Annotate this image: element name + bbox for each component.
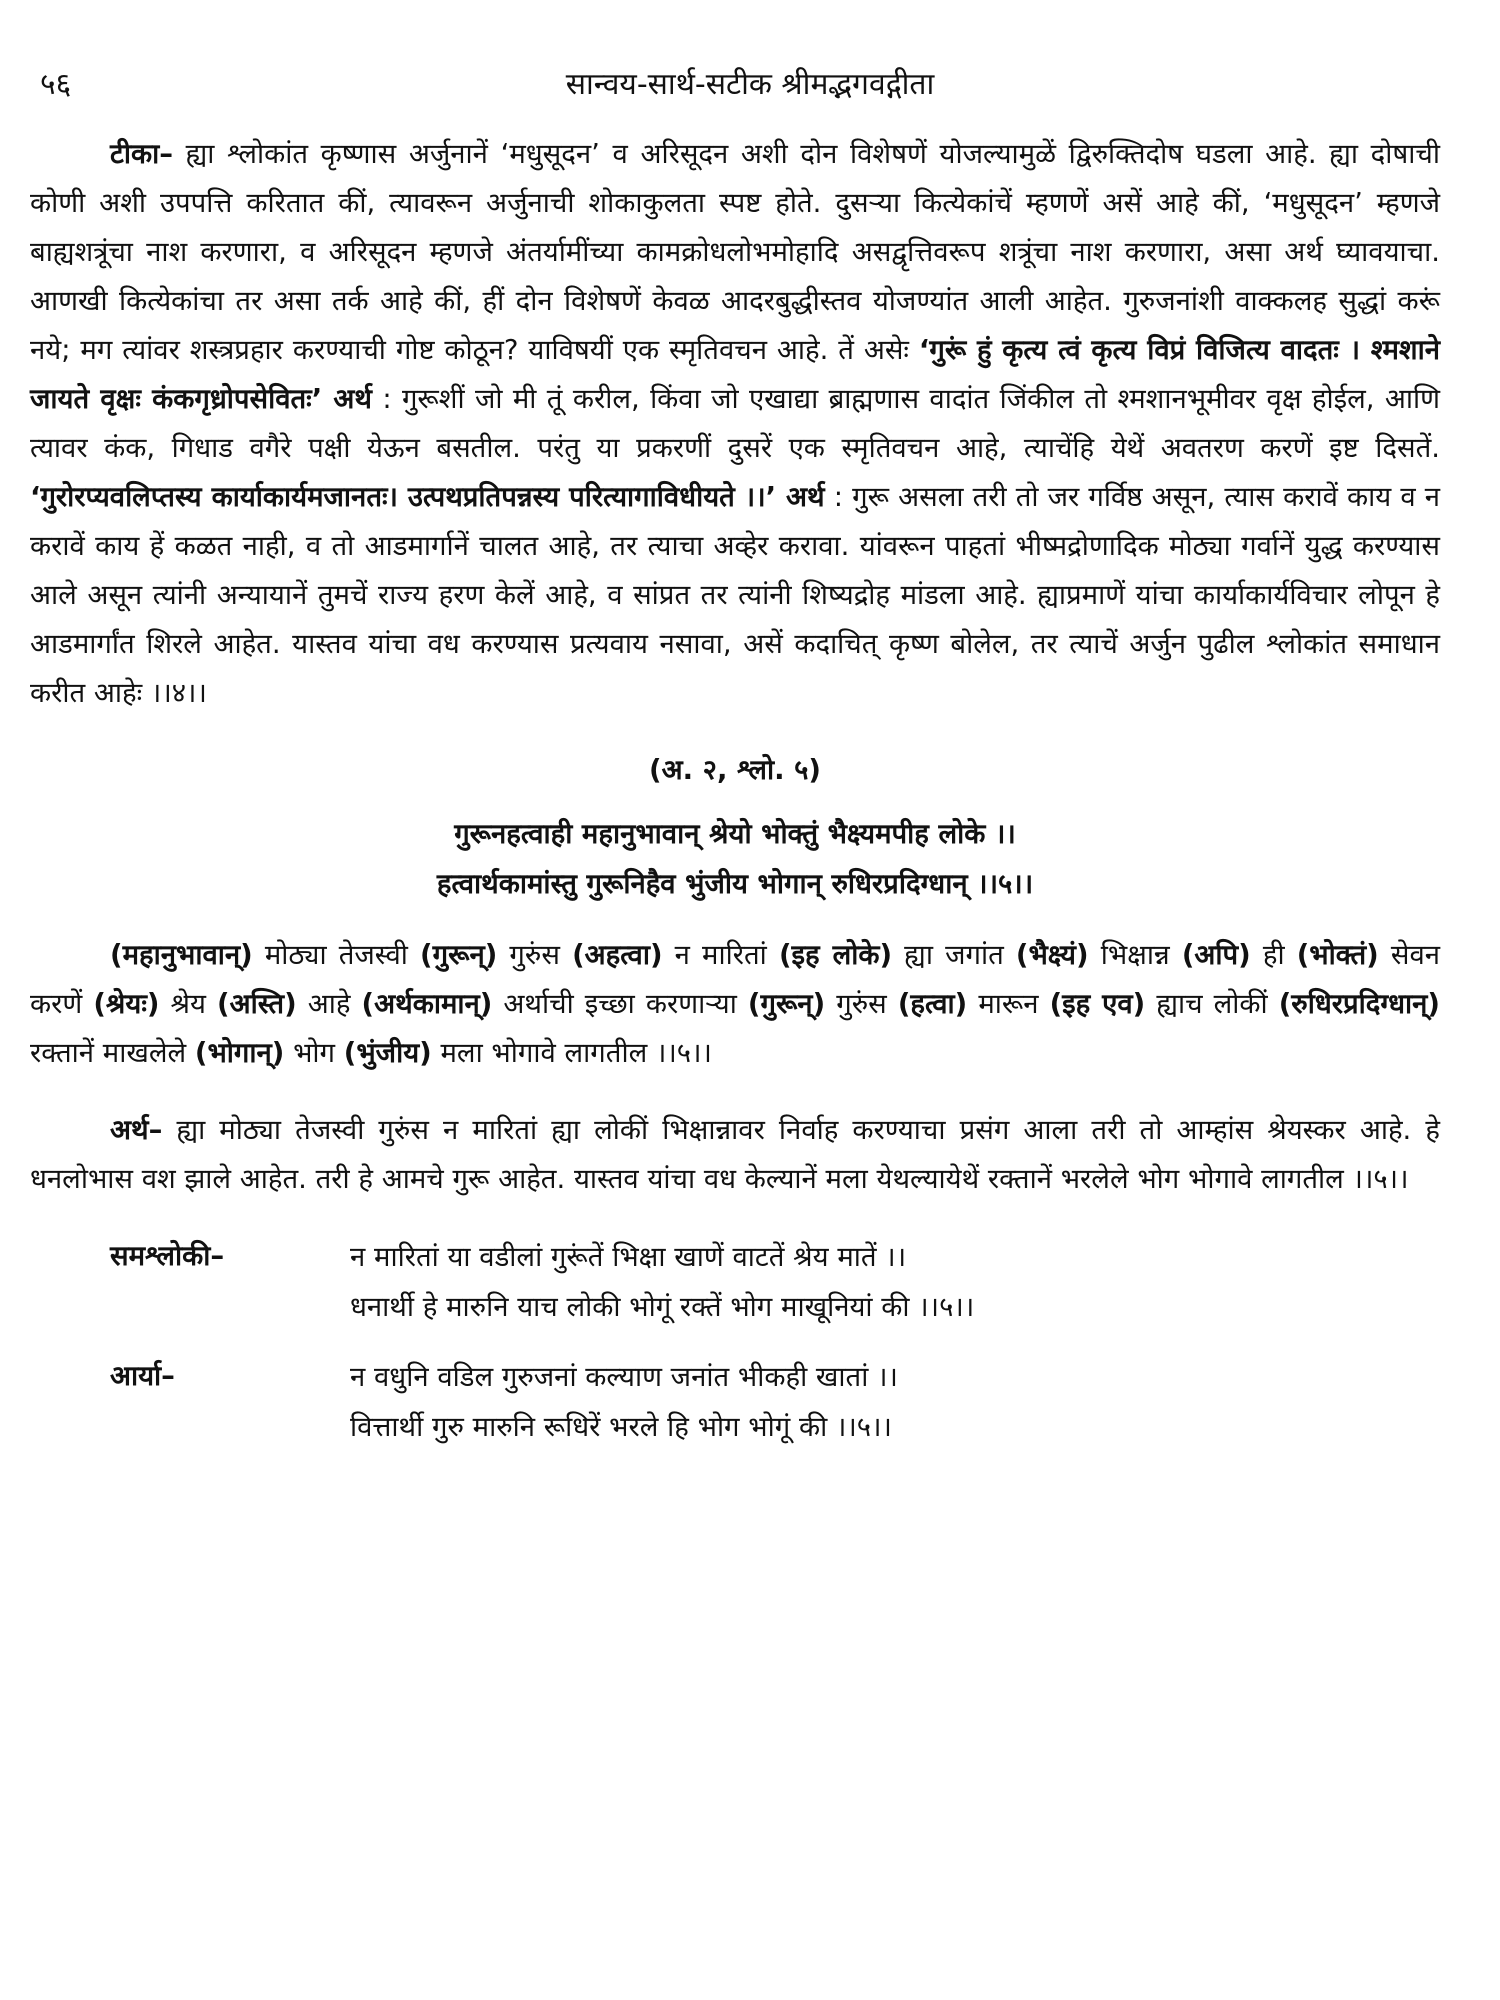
anvaya-sanskrit-term: (रुधिरप्रदिग्धान्) — [1278, 988, 1440, 1020]
anvaya-meaning: अर्थाची इच्छा करणाऱ्या — [492, 988, 748, 1020]
arya-block — [110, 1352, 1440, 1452]
anvaya-sanskrit-term: (भोगान्) — [194, 1037, 285, 1069]
artha-label-2: अर्थ — [776, 481, 825, 513]
anvaya-meaning: भोग — [284, 1037, 344, 1069]
samashloki-block — [110, 1232, 1440, 1332]
page-header — [30, 62, 1470, 106]
arya-line-2: वित्तार्थी गुरु मारुनि रूधिरें भरले हि भोग भोगूं की ।।५।। — [350, 1411, 892, 1443]
tika-quote-2: ‘गुरोरप्यवलिप्तस्य कार्याकार्यमजानतः। उत्पथप्रतिपन्नस्य परित्यागाविधीयते ।।’ — [30, 481, 777, 513]
anvaya-meaning: ही — [1250, 939, 1297, 971]
arya-lines — [350, 1352, 1440, 1452]
anvaya-sanskrit-term: (अस्ति) — [217, 988, 297, 1020]
tika-text-2: : गुरूशीं जो मी तूं करील, किंवा जो एखाद्या ब्राह्मणास वादांत जिंकील तो श्मशानभूमीवर वृक्ष होईल, आणि त्यावर कंक, गिधाड वगैरे पक्षी येऊन बसतील. परंतु या प्रकरणीं दुसरें एक स्मृतिवचन आहे, त्याचेंहि येथें अवतरण करणें इष्ट दिसतें. — [30, 383, 1440, 464]
anvaya-sanskrit-term: (हत्वा) — [897, 988, 968, 1020]
anvaya-sanskrit-term: (अर्थकामान्) — [361, 988, 493, 1020]
verse-reference: (अ. २, श्लो. ५) — [649, 754, 821, 786]
samashloki-label: समश्लोकी– — [110, 1240, 225, 1272]
artha-paragraph — [30, 1106, 1440, 1204]
running-title: सान्वय-सार्थ-सटीक श्रीमद्भगवद्गीता — [565, 67, 935, 102]
artha-text: ह्या मोठ्या तेजस्वी गुरुंस न मारितां ह्या लोकीं भिक्षान्नावर निर्वाह करण्याचा प्रसंग आला तरी तो आम्हांस श्रेयस्कर आहे. हे धनलोभास वश झाले आहेत. तरी हे आमचे गुरू आहेत. यास्तव यांचा वध केल्यानें मला येथल्यायेथें रक्तानें भरलेले भोग भोगावे लागतील ।।५।। — [30, 1114, 1440, 1195]
anvaya-meaning: ह्या जगांत — [892, 939, 1016, 971]
tika-quote-1: ‘गुरूं हुं कृत्य त्वं कृत्य विप्रं विजित्य वादतः । श्मशाने जायते वृक्षः कंकगृध्रोपसेवितः’ — [30, 334, 1440, 415]
anvaya-sanskrit-term: (अपि) — [1181, 939, 1251, 971]
anvaya-sanskrit-term: (इह लोके) — [778, 939, 893, 971]
samashloki-lines — [350, 1232, 1440, 1332]
page-number: ५६ — [40, 67, 72, 102]
verse-line-1: गुरूनहत्वाही महानुभावान् श्रेयो भोक्तुं भैक्ष्यमपीह लोके ।। — [454, 818, 1016, 850]
anvaya-meaning: श्रेय — [159, 988, 218, 1020]
anvaya-sanskrit-term: (गुरून्) — [747, 988, 826, 1020]
anvaya-meaning: मला भोगावे लागतील ।।५।। — [431, 1037, 712, 1069]
arya-label: आर्या– — [110, 1360, 175, 1392]
samashloki-line-1: न मारितां या वडीलां गुरूंतें भिक्षा खाणें वाटतें श्रेय मातें ।। — [350, 1241, 907, 1273]
samashloki-line-2: धनार्थी हे मारुनि याच लोकी भोगूं रक्तें भोग माखूनियां की ।।५।। — [350, 1291, 975, 1323]
tika-text-1: ह्या श्लोकांत कृष्णास अर्जुनानें ‘मधुसूदन’ व अरिसूदन अशी दोन विशेषणें योजल्यामुळें द्विरुक्तिदोष घडला आहे. ह्या दोषाची कोणी अशी उपपत्ति करितात कीं, त्यावरून अर्जुनाची शोकाकुलता स्पष्ट होते. दुसऱ्या कित्येकांचें म्हणणें असें आहे कीं, ‘मधुसूदन’ म्हणजे बाह्यशत्रूंचा नाश करणारा, व अरिसूदन म्हणजे अंतर्यामींच्या कामक्रोधलोभमोहादि असद्वृत्तिवरूप शत्रूंचा नाश करणारा, असा अर्थ घ्यावयाचा. आणखी कित्येकांचा तर असा तर्क आहे कीं, हीं दोन विशेषणें केवळ आदरबुद्धीस्तव योजण्यांत आली आहेत. गुरुजनांशी वाक्कलह सुद्धां करूं नये; मग त्यांवर शस्त्रप्रहार करण्याची गोष्ट कोठून? याविषयीं एक स्मृतिवचन आहे. तें असेः — [30, 138, 1440, 366]
sanskrit-verse — [30, 809, 1440, 909]
anvaya-meaning: रक्तानें माखलेले — [30, 1037, 195, 1069]
anvaya-meaning: भिक्षान्न — [1088, 939, 1182, 971]
anvaya-sanskrit-term: (भुंजीय) — [343, 1037, 432, 1069]
anvaya-sanskrit-term: (अहत्वा) — [572, 939, 663, 971]
anvaya-meaning: ह्याच लोकीं — [1145, 988, 1279, 1020]
anvaya-sanskrit-term: (गुरून्) — [420, 939, 498, 971]
artha-label-1: अर्थ — [322, 383, 372, 415]
artha-label: अर्थ– — [110, 1114, 163, 1146]
anvaya-meaning: गुरुंस — [825, 988, 898, 1020]
anvaya-meaning: मोठ्या तेजस्वी — [252, 939, 421, 971]
page-body — [30, 130, 1440, 1472]
tika-paragraph — [30, 130, 1440, 718]
anvaya-sanskrit-term: (इह एव) — [1049, 988, 1146, 1020]
anvaya-paragraph — [30, 931, 1440, 1078]
arya-line-1: न वधुनि वडिल गुरुजनां कल्याण जनांत भीकही खातां ।। — [350, 1361, 898, 1393]
tika-label: टीका– — [110, 138, 173, 170]
anvaya-sanskrit-term: (श्रेयः) — [93, 988, 160, 1020]
verse-line-2: हत्वार्थकामांस्तु गुरूनिहैव भुंजीय भोगान् रुधिरप्रदिग्धान् ।।५।। — [436, 868, 1034, 900]
anvaya-meaning: मारून — [967, 988, 1050, 1020]
anvaya-meaning: सेवन करणें — [30, 939, 1441, 1020]
anvaya-meaning: गुरुंस — [497, 939, 573, 971]
tika-text-3: : गुरू असला तरी तो जर गर्विष्ठ असून, त्यास करावें काय व न करावें काय हें कळत नाही, व तो आडमार्गानें चालत आहे, तर त्याचा अव्हेर करावा. यांवरून पाहतां भीष्मद्रोणादिक मोठ्या गर्वानें युद्ध करण्यास आले असून त्यांनी अन्यायानें तुमचें राज्य हरण केलें आहे, व सांप्रत तर त्यांनी शिष्यद्रोह मांडला आहे. ह्याप्रमाणें यांचा कार्याकार्यविचार लोपून हे आडमार्गांत शिरले आहेत. यास्तव यांचा वध करण्यास प्रत्यवाय नसावा, असें कदाचित् कृष्ण बोलेल, तर त्याचें अर्जुन पुढील श्लोकांत समाधान करीत आहेः ।।४।। — [30, 481, 1440, 709]
anvaya-meaning: आहे — [296, 988, 362, 1020]
anvaya-meaning: न मारितां — [662, 939, 779, 971]
anvaya-sanskrit-term: (भैक्ष्यं) — [1015, 939, 1089, 971]
anvaya-sanskrit-term: (भोक्तं) — [1296, 939, 1379, 971]
anvaya-sanskrit-term: (महानुभावान्) — [110, 939, 253, 971]
